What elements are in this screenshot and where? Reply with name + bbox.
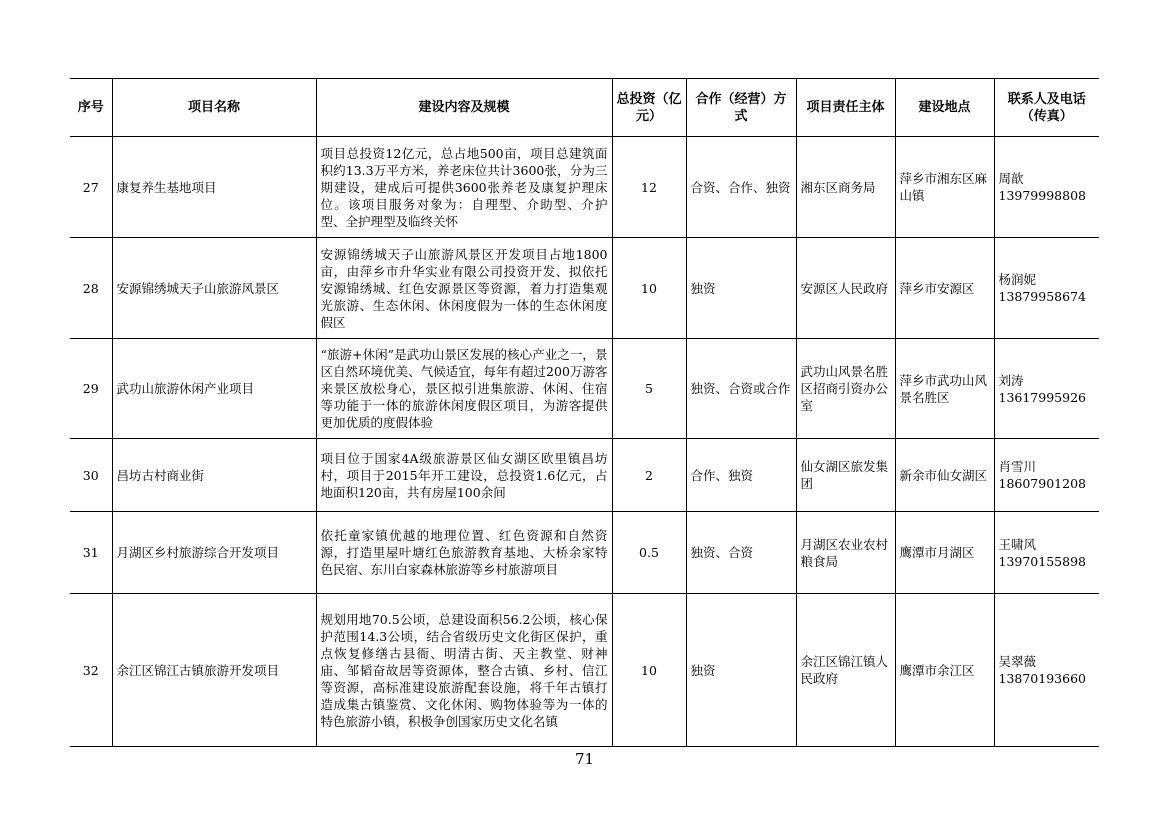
- table-row: [70, 339, 1099, 439]
- cell-name: 康复养生基地项目: [112, 137, 316, 238]
- contact-name: 王啸风: [998, 536, 1037, 552]
- cell-no: 27: [70, 137, 112, 238]
- cell-location: 新余市仙女湖区: [895, 439, 994, 512]
- cell-content: 依托童家镇优越的地理位置、红色资源和自然资源，打造里屋叶塘红色旅游教育基地、大桥余家特色民宿、东川白家森林旅游等乡村旅游项目: [316, 512, 612, 594]
- cell-owner: 余江区锦江镇人民政府: [796, 594, 895, 747]
- contact-phone: 13879958674: [998, 289, 1086, 304]
- header-coop: 合作（经营）方式: [686, 79, 796, 137]
- cell-name: 余江区锦江古镇旅游开发项目: [112, 594, 316, 747]
- cell-coop: 独资: [686, 594, 796, 747]
- cell-owner: 安源区人民政府: [796, 238, 895, 339]
- cell-content: 安源锦绣城天子山旅游风景区开发项目占地1800亩，由萍乡市升华实业有限公司投资开发、拟依托安源锦绣城、红色安源景区等资源，着力打造集观光旅游、生态休闲、休闲度假为一体的生态休闲度假区: [316, 238, 612, 339]
- cell-contact: [994, 439, 1099, 512]
- cell-coop: 独资、合资: [686, 512, 796, 594]
- cell-owner: 仙女湖区旅发集团: [796, 439, 895, 512]
- cell-invest: 10: [612, 594, 686, 747]
- cell-name: 月湖区乡村旅游综合开发项目: [112, 512, 316, 594]
- table-row: [70, 238, 1099, 339]
- header-invest: 总投资（亿元）: [612, 79, 686, 137]
- cell-coop: 合资、合作、独资: [686, 137, 796, 238]
- cell-content: 项目总投资12亿元，总占地500亩，项目总建筑面积约13.3万平方米，养老床位共计3600张，分为三期建设，建成后可提供3600张养老及康复护理床位。该项目服务对象为：自理型、介助型、介护型、全护理型及临终关怀: [316, 137, 612, 238]
- table-row: [70, 137, 1099, 238]
- header-name: 项目名称: [112, 79, 316, 137]
- projects-table: [70, 78, 1099, 747]
- cell-location: 萍乡市湘东区麻山镇: [895, 137, 994, 238]
- cell-contact: [994, 512, 1099, 594]
- cell-coop: 合作、独资: [686, 439, 796, 512]
- cell-contact: [994, 339, 1099, 439]
- cell-invest: 10: [612, 238, 686, 339]
- contact-name: 刘涛: [998, 372, 1024, 388]
- contact-name: 肖雪川: [998, 459, 1037, 474]
- cell-no: 29: [70, 339, 112, 439]
- cell-name: 武功山旅游休闲产业项目: [112, 339, 316, 439]
- cell-invest: 5: [612, 339, 686, 439]
- cell-location: 萍乡市武功山风景名胜区: [895, 339, 994, 439]
- contact-phone: 13979998808: [998, 188, 1086, 203]
- contact-phone: 13617995926: [998, 389, 1086, 405]
- cell-contact: [994, 594, 1099, 747]
- cell-location: 鹰潭市余江区: [895, 594, 994, 747]
- cell-contact: [994, 238, 1099, 339]
- cell-coop: 独资: [686, 238, 796, 339]
- cell-contact: [994, 137, 1099, 238]
- header-owner: 项目责任主体: [796, 79, 895, 137]
- cell-content: 项目位于国家4A级旅游景区仙女湖区欧里镇昌坊村，项目于2015年开工建设，总投资1.6亿元，占地面积120亩，共有房屋100余间: [316, 439, 612, 512]
- header-content: 建设内容及规模: [316, 79, 612, 137]
- cell-invest: 0.5: [612, 512, 686, 594]
- contact-name: 周歆: [998, 171, 1024, 186]
- cell-owner: 湘东区商务局: [796, 137, 895, 238]
- cell-location: 鹰潭市月湖区: [895, 512, 994, 594]
- header-no: 序号: [70, 79, 112, 137]
- table-row: [70, 594, 1099, 747]
- cell-no: 32: [70, 594, 112, 747]
- contact-name: 吴翠薇: [998, 654, 1037, 669]
- header-location: 建设地点: [895, 79, 994, 137]
- cell-name: 安源锦绣城天子山旅游风景区: [112, 238, 316, 339]
- header-row: [70, 79, 1099, 137]
- cell-owner: 月湖区农业农村粮食局: [796, 512, 895, 594]
- cell-location: 萍乡市安源区: [895, 238, 994, 339]
- table-row: [70, 439, 1099, 512]
- page-number: 71: [574, 750, 595, 768]
- cell-no: 28: [70, 238, 112, 339]
- table-row: [70, 512, 1099, 594]
- cell-no: 30: [70, 439, 112, 512]
- cell-invest: 2: [612, 439, 686, 512]
- contact-phone: 13970155898: [998, 553, 1086, 569]
- cell-content: “旅游+休闲”是武功山景区发展的核心产业之一，景区自然环境优美、气候适宜，每年有超过200万游客来景区放松身心，景区拟引进集旅游、休闲、住宿等功能于一体的旅游休闲度假区项目，为游客提供更加优质的度假体验: [316, 339, 612, 439]
- contact-phone: 18607901208: [998, 476, 1086, 491]
- cell-coop: 独资、合资或合作: [686, 339, 796, 439]
- cell-invest: 12: [612, 137, 686, 238]
- cell-no: 31: [70, 512, 112, 594]
- header-contact: 联系人及电话（传真）: [1007, 91, 1086, 124]
- cell-content: 规划用地70.5公顷，总建设面积56.2公顷，核心保护范围14.3公顷，结合省级历史文化街区保护，重点恢复修缮古县衙、明清古街、天主教堂、财神庙、邹韬奋故居等资源体，整合古镇、乡村、信江等资源，高标准建设旅游配套设施，将千年古镇打造成集古镇鉴赏、文化休闲、购物体验等为一体的特色旅游小镇，积极争创国家历史文化名镇: [316, 594, 612, 747]
- contact-phone: 13870193660: [998, 671, 1086, 686]
- cell-name: 昌坊古村商业街: [112, 439, 316, 512]
- contact-name: 杨润妮: [998, 272, 1037, 287]
- cell-owner: 武功山风景名胜区招商引资办公室: [796, 339, 895, 439]
